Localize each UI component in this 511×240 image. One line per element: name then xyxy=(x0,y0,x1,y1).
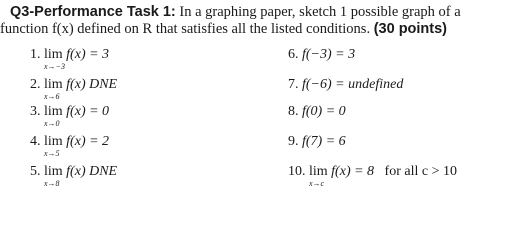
limit-subscript: x→8 xyxy=(44,179,60,188)
points-label: (30 points) xyxy=(373,21,448,37)
instructions-line2-wrap xyxy=(0,21,510,38)
condition-number: 7. xyxy=(288,77,299,92)
condition-expression: f(−6) = undefined xyxy=(298,77,404,92)
condition-number: 8. xyxy=(288,104,299,119)
task-title: Q3-Performance Task 1: xyxy=(10,4,176,20)
limit-subscript: x→0 xyxy=(44,119,60,128)
condition-number: 10. xyxy=(288,164,306,179)
task-instructions xyxy=(0,4,510,38)
limit-operator xyxy=(44,164,63,188)
condition-7 xyxy=(288,77,403,93)
condition-5 xyxy=(30,164,118,188)
condition-8 xyxy=(288,104,346,120)
limit-operator xyxy=(44,134,63,158)
condition-expression: f(x) = 2 xyxy=(62,134,110,149)
limit-subscript: x→6 xyxy=(44,92,60,101)
condition-number: 5. xyxy=(30,164,41,179)
lim-label: lim xyxy=(309,164,328,179)
condition-expression: f(−3) = 3 xyxy=(298,47,356,62)
condition-expression: f(0) = 0 xyxy=(298,104,346,119)
limit-subscript: x→5 xyxy=(44,149,60,158)
limit-operator xyxy=(44,104,63,128)
condition-expression: f(7) = 6 xyxy=(298,134,346,149)
instructions-line2: function f(x) defined on R that satisfies all the listed conditions. xyxy=(0,21,374,37)
condition-1 xyxy=(30,47,110,71)
condition-expression: f(x) = 8 xyxy=(327,164,375,179)
lim-label: lim xyxy=(44,164,63,179)
limit-subscript: x→c xyxy=(309,179,325,188)
condition-2 xyxy=(30,77,118,101)
condition-expression: f(x) DNE xyxy=(62,77,118,92)
condition-note: for all c > 10 xyxy=(374,164,457,179)
limit-operator xyxy=(309,164,328,188)
condition-9 xyxy=(288,134,346,150)
lim-label: lim xyxy=(44,104,63,119)
condition-expression: f(x) = 3 xyxy=(62,47,110,62)
lim-label: lim xyxy=(44,47,63,62)
condition-10 xyxy=(288,164,457,188)
condition-number: 1. xyxy=(30,47,41,62)
lim-label: lim xyxy=(44,77,63,92)
limit-subscript: x→−3 xyxy=(44,62,65,71)
condition-number: 3. xyxy=(30,104,41,119)
condition-expression: f(x) DNE xyxy=(62,164,118,179)
limit-operator xyxy=(44,77,63,101)
condition-3 xyxy=(30,104,110,128)
condition-6 xyxy=(288,47,355,63)
condition-number: 6. xyxy=(288,47,299,62)
lim-label: lim xyxy=(44,134,63,149)
condition-expression: f(x) = 0 xyxy=(62,104,110,119)
condition-number: 2. xyxy=(30,77,41,92)
instructions-line1: In a graphing paper, sketch 1 possible graph of a xyxy=(175,4,461,20)
condition-number: 4. xyxy=(30,134,41,149)
condition-4 xyxy=(30,134,110,158)
condition-number: 9. xyxy=(288,134,299,149)
limit-operator xyxy=(44,47,65,71)
